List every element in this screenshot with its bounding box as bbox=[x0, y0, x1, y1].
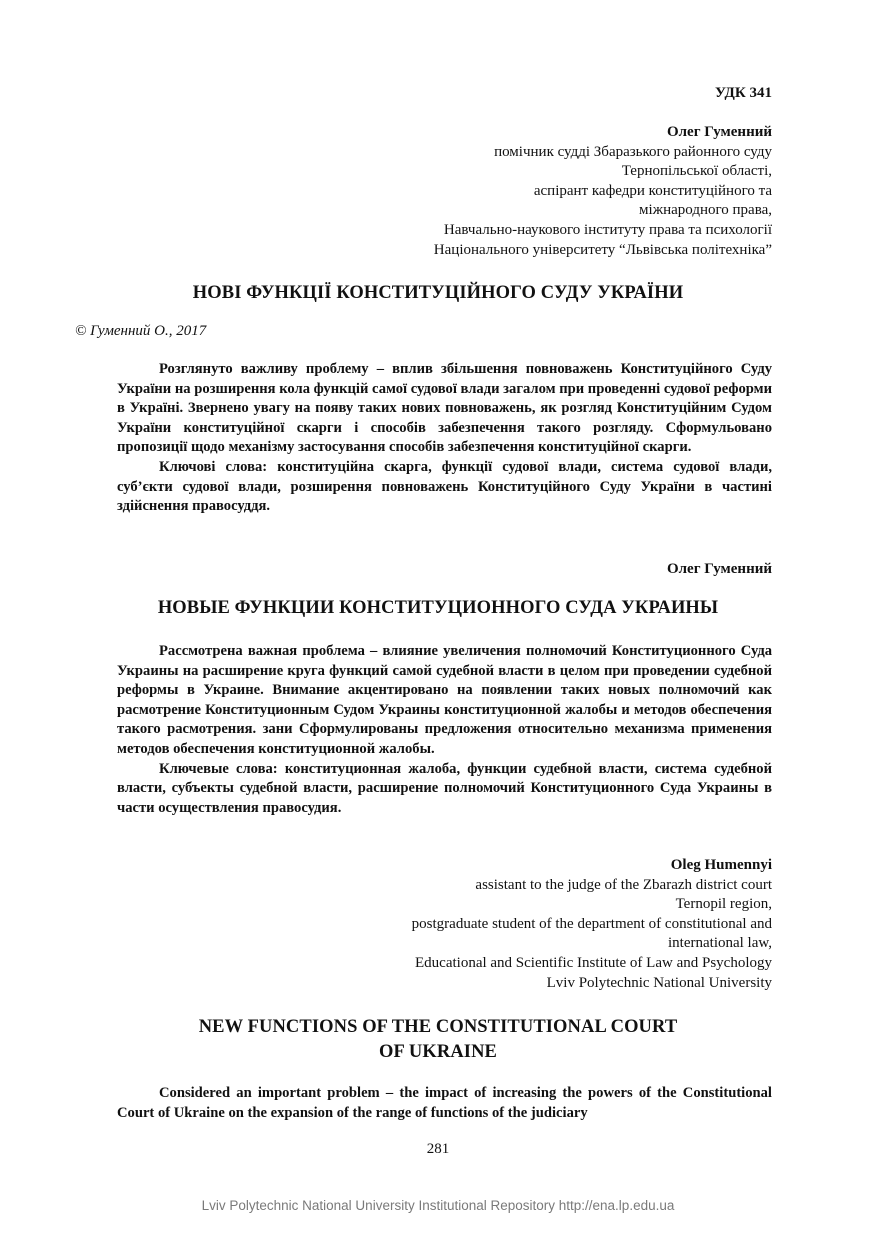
uk-affiliation-line: міжнародного права, bbox=[639, 202, 772, 219]
en-title-line: OF UKRAINE bbox=[379, 1042, 497, 1062]
en-author-name: Oleg Humennyi bbox=[670, 857, 772, 873]
page-number: 281 bbox=[426, 1141, 450, 1157]
uk-keywords: Ключові слова: конституційна скарга, функції судової влади, система судової влади, суб’єкти судової влади, розширення повноважень Конституційного Суду України в частині здійснення правосуддя. bbox=[117, 458, 772, 515]
uk-affiliation-line: Національного університету “Львівська політехніка” bbox=[433, 241, 772, 258]
uk-title: НОВІ ФУНКЦІЇ КОНСТИТУЦІЙНОГО СУДУ УКРАЇНИ bbox=[192, 283, 684, 303]
en-affiliation-line: Lviv Polytechnic National University bbox=[546, 974, 772, 991]
en-affiliation-line: Ternopil region, bbox=[675, 896, 772, 913]
uk-abstract-section bbox=[117, 360, 772, 517]
ru-author-block bbox=[667, 560, 772, 580]
ru-title: НОВЫЕ ФУНКЦИИ КОНСТИТУЦИОННОГО СУДА УКРАИНЫ bbox=[157, 598, 719, 618]
en-abstract: Considered an important problem – the impact of increasing the powers of the Constitutional Court of Ukraine on the expansion of the range of functions of the judiciary bbox=[117, 1085, 772, 1121]
ru-abstract: Рассмотрена важная проблема – влияние увеличения полномочий Конституционного Суда Украины на расширение круга функций самой судебной власти в целом при проведении судебной реформы в Украине. Внимание акцентировано на появлении таких новых полномочий как расмотрение Конституционным Судом Украины конституционной жалобы и методов обеспечения такого расмотрения. зани Сформулированы предложения относительно механизма применения методов обеспечения конституционной жалобы. bbox=[117, 643, 772, 757]
uk-abstract: Розглянуто важливу проблему – вплив збільшення повноважень Конституційного Суду України на розширення кола функцій самої судової влади загалом при проведенні судової реформи в Україні. Звернено увагу на появу таких нових повноважень, як розгляд Конституційним Судом України конституційної скарги і способів забезпечення такого розгляду. Сформульовано пропозиції щодо механізму застосування способів забезпечення конституційної скарги. bbox=[117, 361, 772, 456]
udk-code: УДК 341 bbox=[715, 85, 772, 101]
ru-author-name: Олег Гуменний bbox=[666, 561, 772, 577]
ru-keywords: Ключевые слова: конституционная жалоба, функции судебной власти, система судебной власти, субъекты судебной власти, расширение полномочий Конституционного Суда Украины в части осуществления правосудия. bbox=[117, 760, 772, 816]
copyright: © Гуменний О., 2017 bbox=[75, 323, 207, 339]
repository-footer: Lviv Polytechnic National University Institutional Repository http://ena.lp.edu.ua bbox=[201, 1198, 675, 1213]
uk-author-block bbox=[434, 123, 772, 260]
en-abstract-section bbox=[117, 1084, 772, 1123]
en-affiliation-line: Educational and Scientific Institute of Law and Psychology bbox=[415, 954, 772, 971]
uk-author-name: Олег Гуменний bbox=[666, 124, 772, 140]
uk-affiliation-line: Навчально-наукового інституту права та психології bbox=[443, 221, 772, 238]
en-affiliation-line: postgraduate student of the department of constitutional and bbox=[411, 915, 772, 932]
en-title-line: NEW FUNCTIONS OF THE CONSTITUTIONAL COURT bbox=[198, 1017, 678, 1037]
en-title bbox=[104, 1015, 772, 1065]
uk-affiliation-line: Тернопільської області, bbox=[621, 163, 772, 180]
ru-abstract-section bbox=[117, 642, 772, 818]
uk-affiliation-line: помічник судді Збаразького районного суду bbox=[494, 143, 772, 160]
en-affiliation-line: international law, bbox=[668, 935, 772, 952]
en-affiliation-line: assistant to the judge of the Zbarazh district court bbox=[475, 876, 772, 893]
uk-affiliation-line: аспірант кафедри конституційного та bbox=[533, 182, 772, 199]
en-author-block bbox=[412, 856, 772, 993]
